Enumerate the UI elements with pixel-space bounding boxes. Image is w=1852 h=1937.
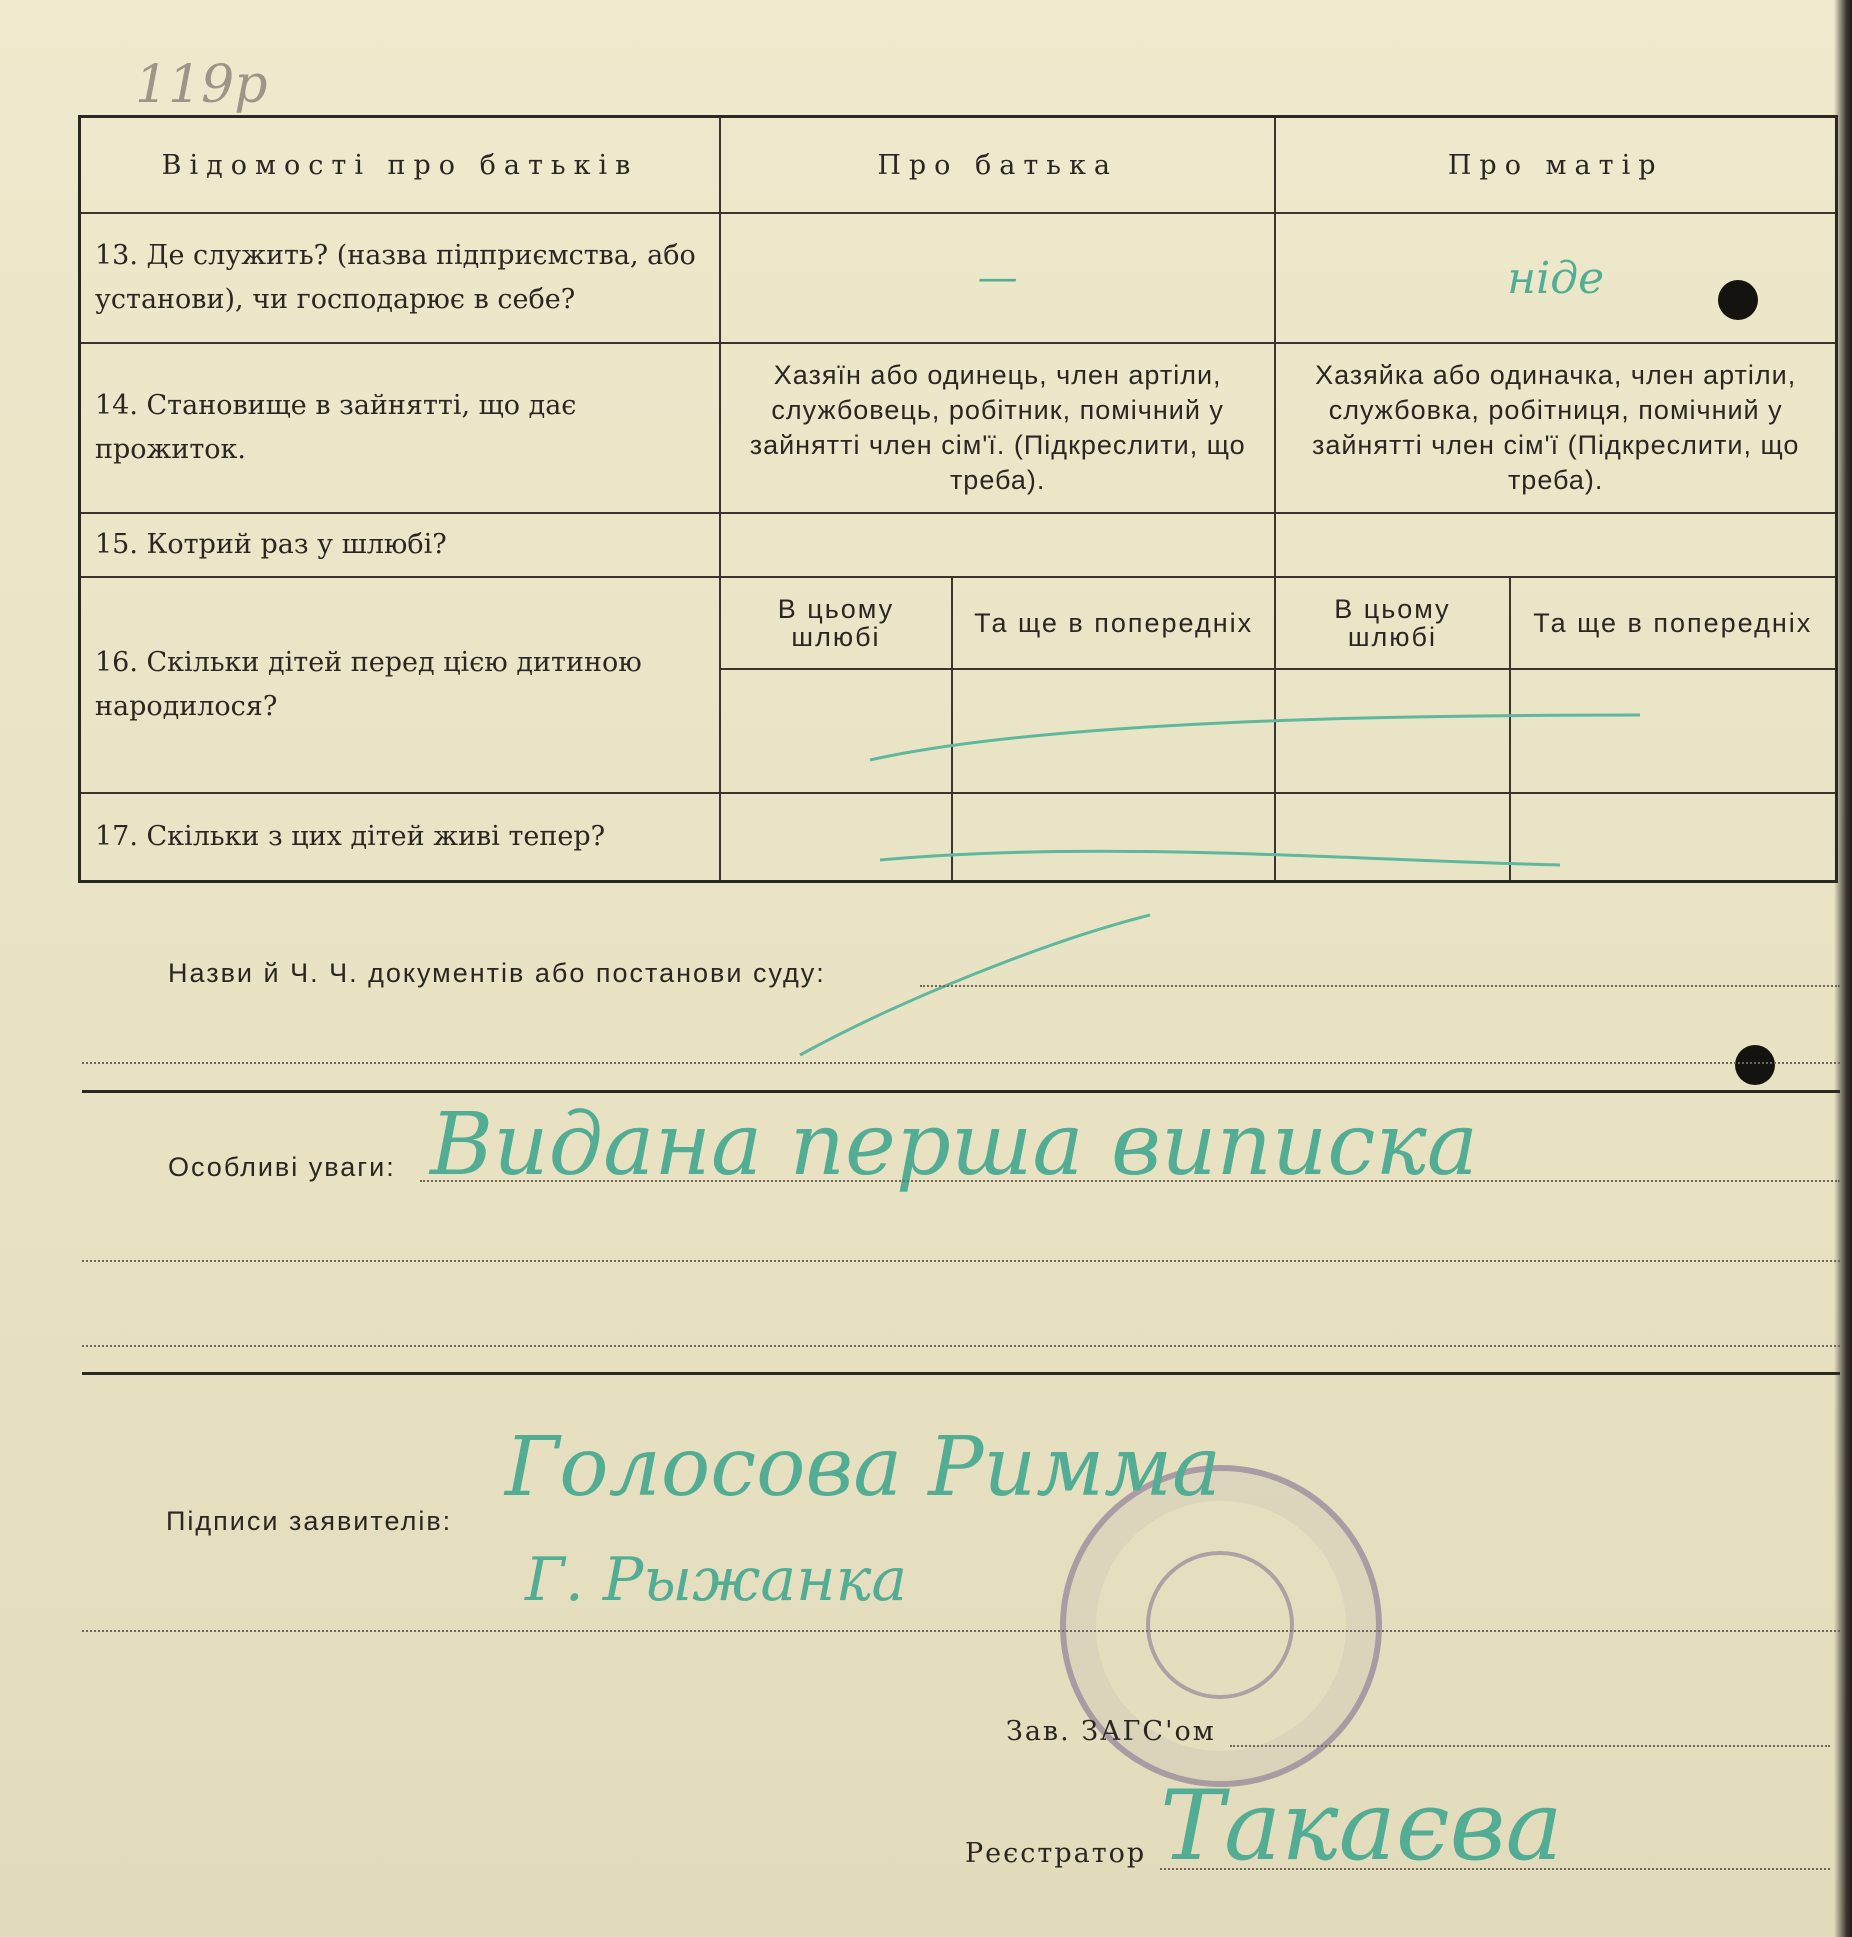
section-rule-2 <box>82 1372 1840 1375</box>
options-14-mother: Хазяйка або одиначка, член артіли, службовка, робітниця, помічний у зайнятті член сім'ї (Підкреслити, що треба). <box>1275 343 1836 513</box>
sub-father-this-marriage: В цьому шлюбі <box>720 577 952 669</box>
section-rule-1 <box>82 1090 1840 1093</box>
strike-line-row-16 <box>870 715 1640 760</box>
notes-line-3 <box>82 1345 1840 1347</box>
signatures-label: Підписи заявителів: <box>166 1506 453 1536</box>
notes-line-1 <box>420 1180 1840 1182</box>
header-mother: Про матір <box>1275 117 1836 214</box>
sub-mother-this-marriage: В цьому шлюбі <box>1275 577 1509 669</box>
zags-label: Зав. ЗАГС'ом <box>1006 1716 1216 1747</box>
folio-number: 119р <box>135 55 268 115</box>
zags-signature-line <box>1230 1745 1830 1747</box>
question-13: 13. Де служить? (назва підприємства, або установи), чи господарює в себе? <box>80 213 721 343</box>
registrar-signature-line <box>1160 1868 1830 1870</box>
signatures-line <box>82 1630 1840 1632</box>
header-father: Про батька <box>720 117 1275 214</box>
notes-label: Особливі уваги: <box>168 1152 396 1182</box>
answer-13-father-value: — <box>977 255 1018 301</box>
question-15: 15. Котрий раз у шлюбі? <box>80 513 721 577</box>
documents-line-1 <box>920 985 1840 987</box>
registrar-signature: Такаєва <box>1160 1770 1563 1882</box>
registrar-label: Реєстратор <box>965 1838 1147 1869</box>
strike-line-row-17 <box>880 851 1560 865</box>
question-16: 16. Скільки дітей перед цією дитиною народилося? <box>80 577 721 793</box>
sub-mother-previous: Та ще в попередніх <box>1510 577 1837 669</box>
question-14: 14. Становище в зайнятті, що дає прожиток. <box>80 343 721 513</box>
documents-label: Назви й Ч. Ч. документів або постанови суду: <box>168 958 826 988</box>
notes-line-2 <box>82 1260 1840 1262</box>
header-parents-info: Відомості про батьків <box>80 117 721 214</box>
question-17: 17. Скільки з цих дітей живі тепер? <box>80 793 721 881</box>
documents-line-2 <box>82 1062 1840 1064</box>
signature-1: Голосова Римма <box>505 1420 1222 1515</box>
signature-2: Г. Рыжанка <box>525 1545 908 1615</box>
options-14-father: Хазяїн або одинець, член артіли, службовець, робітник, помічний у зайнятті член сім'ї. (Підкреслити, що треба). <box>720 343 1275 513</box>
seal-inner-ring <box>1146 1551 1294 1699</box>
answer-13-mother-value: ніде <box>1507 252 1605 304</box>
sub-father-previous: Та ще в попередніх <box>952 577 1275 669</box>
notes-value: Видана перша виписка <box>430 1095 1479 1195</box>
